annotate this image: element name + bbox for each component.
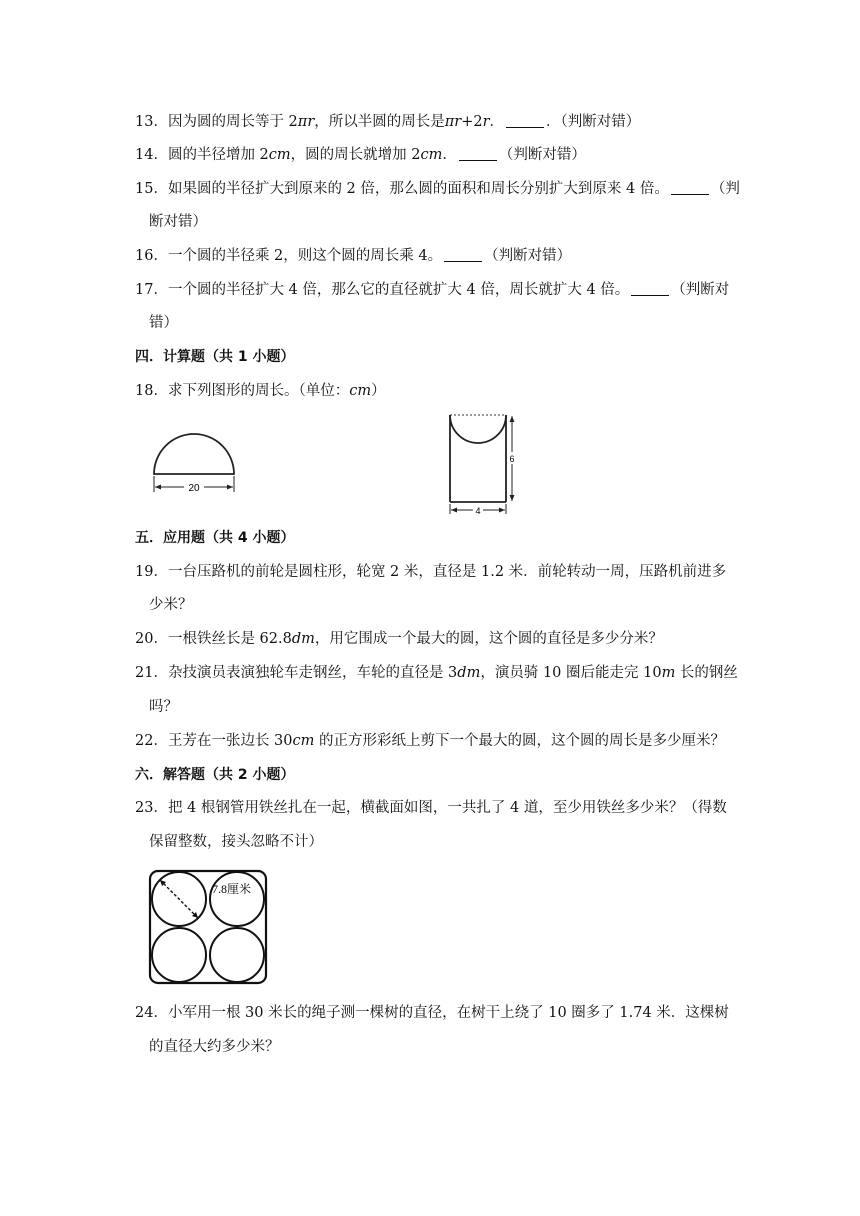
question-16: 16．一个圆的半径乘 2，则这个圆的周长乘 4。 （判断对错） (135, 248, 572, 264)
question-18: 18．求下列图形的周长。（单位：cm） (135, 383, 386, 399)
question-24: 24．小军用一根 30 米长的绳子测一棵树的直径，在树干上绕了 10 圈多了 1.74 米．这棵树 (135, 1005, 729, 1021)
section-heading-6: 六．解答题（共 2 小题） (135, 767, 295, 783)
rect-height-label: 6 (509, 454, 515, 464)
question-23: 23．把 4 根钢管用铁丝扎在一起，横截面如图，一共扎了 4 道，至少用铁丝多少米？（得数 (135, 800, 727, 816)
question-21: 21．杂技演员表演独轮车走钢丝，车轮的直径是 3dm，演员骑 10 圈后能走完 10m 长的钢丝 (135, 665, 738, 681)
question-24-cont: 的直径大约多少米？ (149, 1039, 280, 1055)
question-17: 17．一个圆的半径扩大 4 倍，那么它的直径就扩大 4 倍，周长就扩大 4 倍。 （判断对 (135, 282, 730, 298)
semicircle-figure (145, 432, 245, 496)
four-pipes-figure (146, 868, 270, 986)
question-21-cont: 吗？ (149, 699, 178, 715)
answer-blank[interactable] (671, 180, 709, 195)
question-15-cont: 断对错） (149, 214, 207, 230)
question-19-cont: 少米？ (149, 597, 193, 613)
question-14: 14．圆的半径增加 2cm，圆的周长就增加 2cm． （判断对错） (135, 147, 586, 163)
question-20: 20．一根铁丝长是 62.8dm，用它围成一个最大的圆，这个圆的直径是多少分米？ (135, 631, 663, 647)
question-19: 19．一台压路机的前轮是圆柱形，轮宽 2 米，直径是 1.2 米．前轮转动一周，压路机前进多 (135, 564, 727, 580)
question-17-cont: 错） (149, 315, 178, 331)
question-13: 13．因为圆的周长等于 2πr，所以半圆的周长是πr+2r． ．（判断对错） (135, 114, 641, 130)
question-15: 15．如果圆的半径扩大到原来的 2 倍，那么圆的面积和周长分别扩大到原来 4 倍。 （判 (135, 181, 740, 197)
pipe-diameter-label: 7.8厘米 (212, 882, 252, 896)
semicircle-diameter-label: 20 (188, 483, 200, 494)
rect-width-label: 4 (475, 506, 481, 516)
answer-blank[interactable] (506, 113, 544, 128)
section-heading-5: 五．应用题（共 4 小题） (135, 530, 295, 546)
answer-blank[interactable] (459, 146, 497, 161)
answer-blank[interactable] (444, 247, 482, 262)
rectangle-with-semicircle-figure (440, 410, 530, 520)
question-22: 22．王芳在一张边长 30cm 的正方形彩纸上剪下一个最大的圆，这个圆的周长是多少厘米？ (135, 733, 725, 749)
section-heading-4: 四．计算题（共 1 小题） (135, 349, 295, 365)
question-23-cont: 保留整数，接头忽略不计） (149, 834, 323, 850)
answer-blank[interactable] (631, 281, 669, 296)
